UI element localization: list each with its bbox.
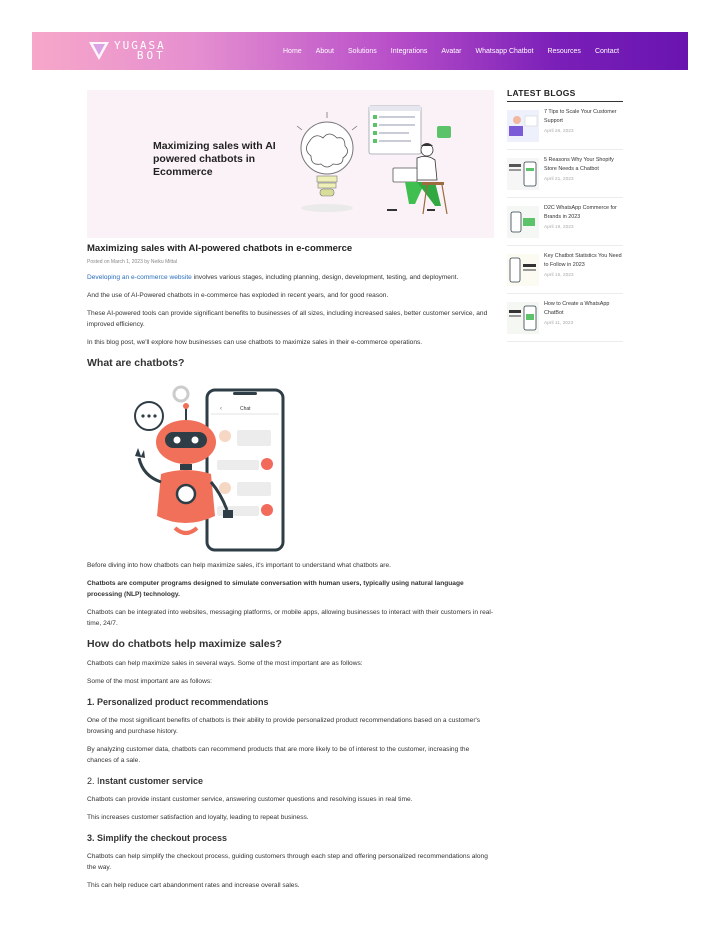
nav-about[interactable]: About [315, 47, 334, 55]
latest-blogs-sidebar [507, 88, 623, 342]
nav-whatsapp-chatbot[interactable]: Whatsapp Chatbot [475, 47, 534, 55]
heading-instant-customer-service: 2. Instant customer service [87, 776, 204, 786]
nav-resources[interactable]: Resources [547, 47, 581, 55]
blog-title[interactable]: Key Chatbot Statistics You Need to Follow in 2023 [544, 253, 622, 268]
heading-personalized-recommendations: 1. Personalized product recommendations [87, 697, 269, 707]
nav-home[interactable]: Home [283, 47, 302, 55]
sidebar-blog-item[interactable] [507, 150, 623, 198]
blog-thumbnail-icon [507, 158, 539, 190]
nav-avatar[interactable]: Avatar [441, 47, 462, 55]
sidebar-blog-item[interactable] [507, 198, 623, 246]
post-meta: Posted on March 1, 2023 by Neiku Mittal [87, 259, 178, 265]
hero-image [87, 90, 494, 238]
chat-header-label: Chat [240, 406, 251, 412]
logo-icon [88, 40, 110, 62]
paragraph: One of the most significant benefits of chatbots is their ability to provide personalized product recommendations based on a customer's browsing and purchase history. [87, 717, 481, 735]
paragraph: Chatbots can be integrated into websites, messaging platforms, or mobile apps, allowing businesses to interact with their customers in real-time, 24/7. [87, 609, 494, 627]
paragraph: This increases customer satisfaction and loyalty, leading to repeat business. [87, 814, 309, 821]
blog-date: April 21, 2023 [544, 177, 574, 182]
heading-how-chatbots-help: How do chatbots help maximize sales? [87, 638, 282, 650]
chatbot-illustration [125, 378, 285, 553]
sidebar-blog-item[interactable] [507, 246, 623, 294]
nav-integrations[interactable]: Integrations [390, 47, 428, 55]
paragraph: This can help reduce cart abandonment rates and increase overall sales. [87, 882, 300, 889]
paragraph: Some of the most important are as follows: [87, 678, 212, 685]
sidebar-title: LATEST BLOGS [507, 88, 623, 102]
site-header [32, 32, 688, 70]
blog-title[interactable]: 5 Reasons Why Your Shopify Store Needs a Chatbot [544, 157, 614, 172]
nav-solutions[interactable]: Solutions [347, 47, 377, 55]
nav-contact[interactable]: Contact [594, 47, 620, 55]
paragraph: Developing an e-commerce website involves various stages, including planning, design, development, testing, and deployment. [87, 274, 459, 281]
sidebar-blog-item[interactable] [507, 102, 623, 150]
blog-date: April 15, 2023 [544, 273, 574, 278]
sidebar-blog-item[interactable] [507, 294, 623, 342]
main-nav [283, 32, 633, 70]
logo[interactable] [88, 40, 166, 62]
blog-date: April 19, 2023 [544, 225, 574, 230]
blog-date: April 11, 2023 [544, 321, 574, 326]
logo-text-top: YUGASA [114, 39, 166, 52]
paragraph: Chatbots are computer programs designed to simulate conversation with human users, typically using natural language processing (NLP) technology. [87, 580, 464, 598]
heading-simplify-checkout: 3. Simplify the checkout process [87, 833, 228, 843]
blog-thumbnail-icon [507, 254, 539, 286]
paragraph: By analyzing customer data, chatbots can recommend products that are more likely to be of interest to the customer, increasing the chances of a sale. [87, 746, 470, 764]
paragraph: Chatbots can help maximize sales in several ways. Some of the most important are as follows: [87, 660, 363, 667]
heading-what-are-chatbots: What are chatbots? [87, 357, 185, 369]
logo-text-bottom: BOT [136, 49, 166, 62]
intro-link[interactable]: Developing an e-commerce website [87, 274, 192, 281]
blog-title[interactable]: How to Create a WhatsApp ChatBot [544, 301, 610, 316]
paragraph: Chatbots can help simplify the checkout process, guiding customers through each step and offering personalized recommendations along the way. [87, 853, 488, 871]
hero-illustration-icon [87, 90, 494, 238]
paragraph: Chatbots can provide instant customer service, answering customer questions and resolving issues in real time. [87, 796, 413, 803]
paragraph: These AI-powered tools can provide significant benefits to businesses of all sizes, including increased sales, better customer service, and improved efficiency. [87, 310, 488, 328]
blog-date: April 26, 2023 [544, 129, 574, 134]
blog-title[interactable]: D2C WhatsApp Commerce for Brands in 2023 [544, 205, 617, 220]
blog-title[interactable]: 7 Tips to Scale Your Customer Support [544, 109, 617, 124]
blog-thumbnail-icon [507, 302, 539, 334]
blog-thumbnail-icon [507, 110, 539, 142]
robot-phone-icon [125, 378, 285, 553]
paragraph: And the use of AI-Powered chatbots in e-commerce has exploded in recent years, and for good reason. [87, 292, 389, 299]
hero-title: Maximizing sales with AI powered chatbots in Ecommerce [153, 140, 276, 178]
svg-text:‹: ‹ [220, 406, 222, 412]
post-title: Maximizing sales with AI-powered chatbots in e-commerce [87, 243, 353, 254]
blog-thumbnail-icon [507, 206, 539, 238]
paragraph: Before diving into how chatbots can help maximize sales, it's important to understand what chatbots are. [87, 562, 392, 569]
paragraph: In this blog post, we'll explore how businesses can use chatbots to maximize sales in their e-commerce operations. [87, 339, 423, 346]
article [87, 90, 494, 891]
